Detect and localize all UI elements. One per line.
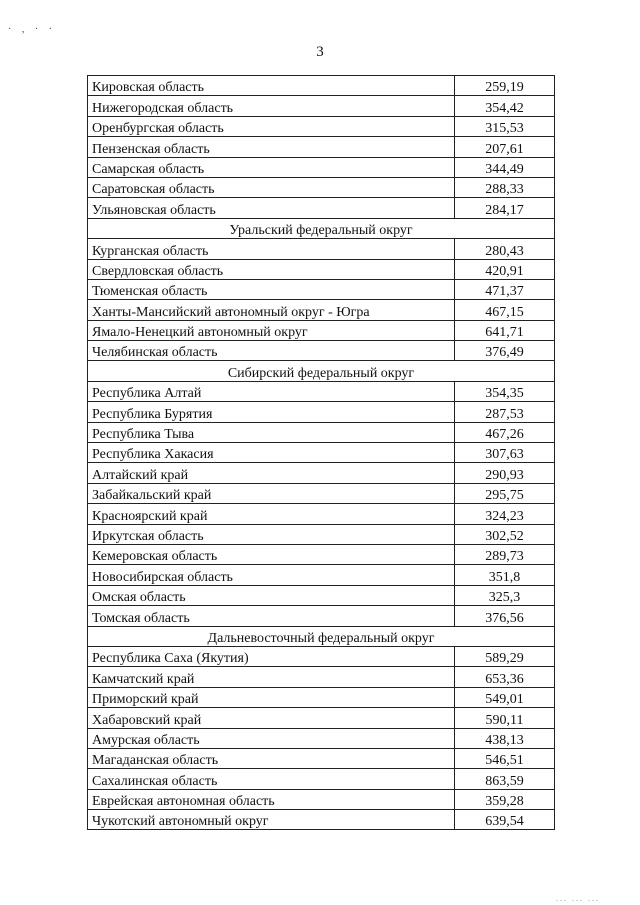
table-row (88, 76, 555, 96)
table-row (88, 320, 555, 340)
region-value: 207,61 (455, 137, 555, 157)
table-row (88, 483, 555, 503)
table-row (88, 137, 555, 157)
region-value: 315,53 (455, 116, 555, 136)
region-name: Новосибирская область (88, 565, 455, 585)
region-value: 376,56 (455, 606, 555, 626)
region-name: Пензенская область (88, 137, 455, 157)
region-value: 467,26 (455, 422, 555, 442)
table-row (88, 708, 555, 728)
table-row (88, 789, 555, 809)
table-row (88, 769, 555, 789)
table-row (88, 504, 555, 524)
table-row (88, 606, 555, 626)
region-value: 546,51 (455, 748, 555, 768)
section-header: Сибирский федеральный округ (88, 361, 555, 381)
table-row (88, 381, 555, 401)
region-name: Курганская область (88, 239, 455, 259)
region-value: 288,33 (455, 177, 555, 197)
section-header-row (88, 626, 555, 646)
region-value: 354,35 (455, 381, 555, 401)
region-value: 438,13 (455, 728, 555, 748)
table-row (88, 96, 555, 116)
region-value: 420,91 (455, 259, 555, 279)
region-value: 302,52 (455, 524, 555, 544)
region-name: Саратовская область (88, 177, 455, 197)
region-value: 324,23 (455, 504, 555, 524)
region-name: Челябинская область (88, 341, 455, 361)
table-row (88, 810, 555, 830)
region-name: Ульяновская область (88, 198, 455, 218)
corner-marks: · , · · (8, 24, 56, 35)
region-name: Еврейская автономная область (88, 789, 455, 809)
region-name: Красноярский край (88, 504, 455, 524)
region-name: Томская область (88, 606, 455, 626)
region-value: 641,71 (455, 320, 555, 340)
region-name: Республика Саха (Якутия) (88, 646, 455, 666)
region-name: Оренбургская область (88, 116, 455, 136)
table-row (88, 177, 555, 197)
section-header: Уральский федеральный округ (88, 218, 555, 238)
region-value: 325,3 (455, 585, 555, 605)
table-row (88, 565, 555, 585)
table-row (88, 443, 555, 463)
table-row (88, 524, 555, 544)
region-value: 307,63 (455, 443, 555, 463)
region-value: 471,37 (455, 279, 555, 299)
region-value: 549,01 (455, 687, 555, 707)
region-name: Камчатский край (88, 667, 455, 687)
table-row (88, 422, 555, 442)
table-row (88, 544, 555, 564)
table-row (88, 198, 555, 218)
region-value: 351,8 (455, 565, 555, 585)
region-name: Самарская область (88, 157, 455, 177)
region-name: Хабаровский край (88, 708, 455, 728)
section-header: Дальневосточный федеральный округ (88, 626, 555, 646)
region-name: Кировская область (88, 76, 455, 96)
region-value: 359,28 (455, 789, 555, 809)
region-value: 590,11 (455, 708, 555, 728)
region-value: 289,73 (455, 544, 555, 564)
region-name: Алтайский край (88, 463, 455, 483)
table-row (88, 279, 555, 299)
page-number: 3 (316, 44, 324, 60)
region-value: 280,43 (455, 239, 555, 259)
region-value: 653,36 (455, 667, 555, 687)
region-value: 467,15 (455, 300, 555, 320)
region-name: Республика Бурятия (88, 402, 455, 422)
region-value: 863,59 (455, 769, 555, 789)
table-row (88, 667, 555, 687)
table-row (88, 157, 555, 177)
table-row (88, 116, 555, 136)
region-value: 259,19 (455, 76, 555, 96)
region-value: 589,29 (455, 646, 555, 666)
region-value: 639,54 (455, 810, 555, 830)
region-value: 376,49 (455, 341, 555, 361)
region-value: 344,49 (455, 157, 555, 177)
region-value: 287,53 (455, 402, 555, 422)
region-name: Забайкальский край (88, 483, 455, 503)
region-name: Ханты-Мансийский автономный округ - Югра (88, 300, 455, 320)
section-header-row (88, 361, 555, 381)
region-name: Магаданская область (88, 748, 455, 768)
region-name: Приморский край (88, 687, 455, 707)
table-row (88, 239, 555, 259)
table-row (88, 687, 555, 707)
region-name: Сахалинская область (88, 769, 455, 789)
table-row (88, 402, 555, 422)
region-value: 354,42 (455, 96, 555, 116)
footer-marks: ... ... ... (556, 894, 600, 903)
region-name: Свердловская область (88, 259, 455, 279)
table-row (88, 646, 555, 666)
region-name: Республика Алтай (88, 381, 455, 401)
region-value: 295,75 (455, 483, 555, 503)
section-header-row (88, 218, 555, 238)
table-row (88, 728, 555, 748)
table-row (88, 259, 555, 279)
table-row (88, 300, 555, 320)
region-name: Тюменская область (88, 279, 455, 299)
table-row (88, 463, 555, 483)
region-name: Республика Тыва (88, 422, 455, 442)
region-name: Иркутская область (88, 524, 455, 544)
region-name: Амурская область (88, 728, 455, 748)
regions-table (87, 75, 555, 830)
table-row (88, 341, 555, 361)
region-value: 290,93 (455, 463, 555, 483)
region-name: Омская область (88, 585, 455, 605)
table-row (88, 748, 555, 768)
region-name: Чукотский автономный округ (88, 810, 455, 830)
region-name: Ямало-Ненецкий автономный округ (88, 320, 455, 340)
table-row (88, 585, 555, 605)
region-value: 284,17 (455, 198, 555, 218)
table-body (88, 76, 555, 830)
region-name: Нижегородская область (88, 96, 455, 116)
region-name: Кемеровская область (88, 544, 455, 564)
region-name: Республика Хакасия (88, 443, 455, 463)
